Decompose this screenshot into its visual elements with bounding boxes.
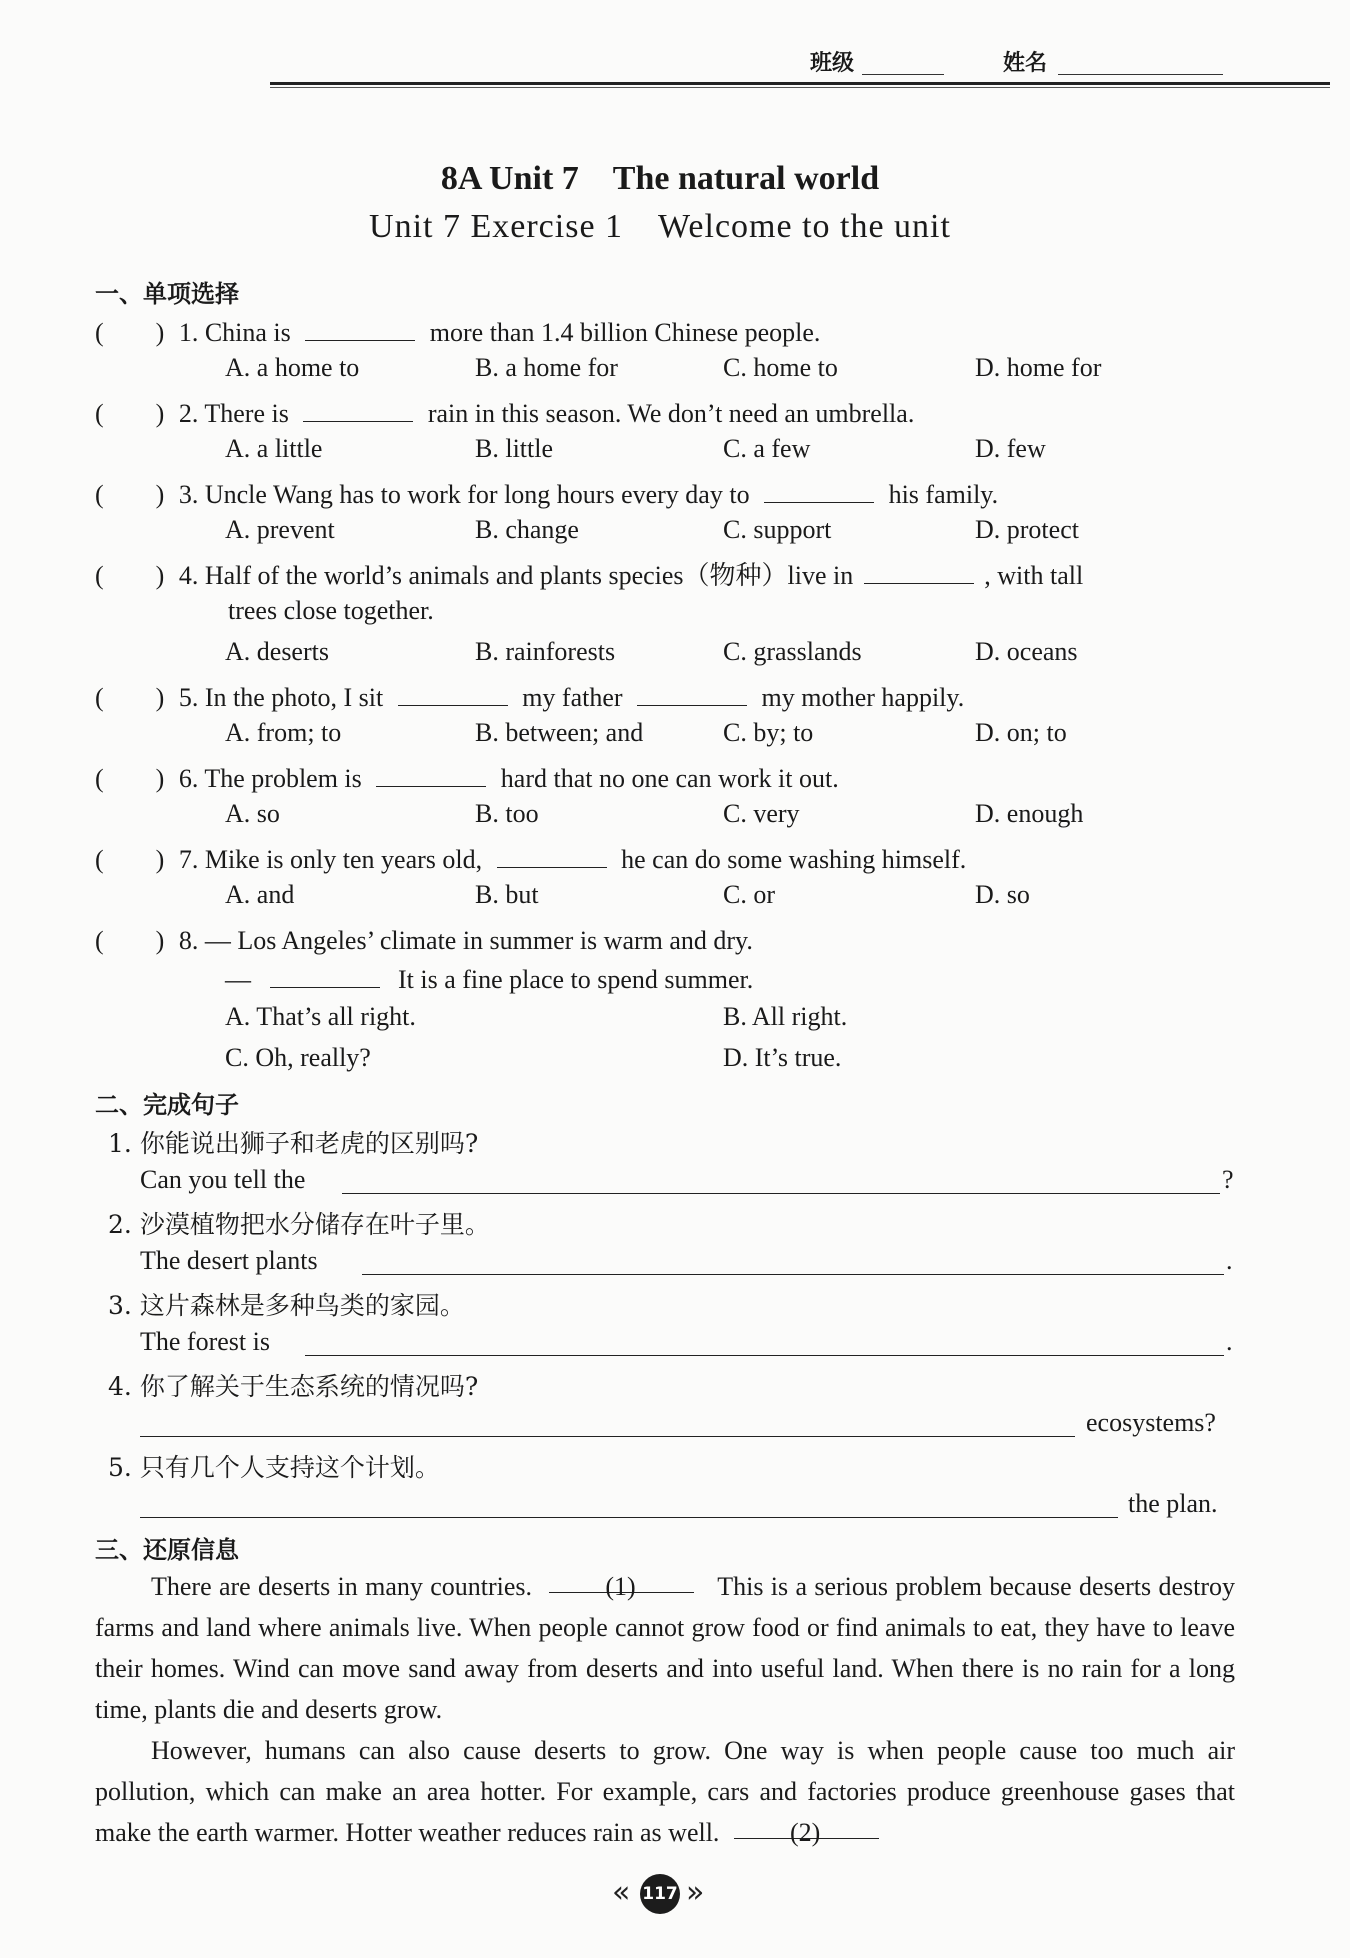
- sentence-2-chinese: 2. 沙漠植物把水分储存在叶子里。: [108, 1210, 490, 1239]
- q4-option-a[interactable]: A. deserts: [225, 637, 329, 666]
- info-blank-2[interactable]: (2): [734, 1812, 879, 1839]
- sentence-2-line[interactable]: [362, 1274, 1224, 1275]
- q3-option-b[interactable]: B. change: [475, 515, 579, 544]
- question-7: ( ) 7. Mike is only ten years old, he can do some washing himself.: [95, 839, 966, 876]
- sentence-3-start: The forest is: [140, 1327, 270, 1356]
- sentence-4-end: ecosystems?: [1086, 1408, 1216, 1437]
- fill-blank[interactable]: [764, 476, 874, 503]
- sentence-2-start: The desert plants: [140, 1246, 318, 1275]
- question-3: ( ) 3. Uncle Wang has to work for long hours every day to his family.: [95, 474, 998, 511]
- sentence-4-chinese: 4. 你了解关于生态系统的情况吗?: [108, 1372, 479, 1401]
- sentence-1-chinese: 1. 你能说出狮子和老虎的区别吗?: [108, 1129, 479, 1158]
- q8-option-d[interactable]: D. It’s true.: [723, 1043, 842, 1072]
- q4-continuation: trees close together.: [228, 596, 434, 625]
- sentence-5-chinese: 5. 只有几个人支持这个计划。: [108, 1453, 440, 1482]
- class-blank[interactable]: [862, 74, 944, 75]
- q7-option-c[interactable]: C. or: [723, 880, 775, 909]
- question-2: ( ) 2. There is rain in this season. We don’t need an umbrella.: [95, 393, 914, 430]
- sentence-5-line[interactable]: [140, 1517, 1118, 1518]
- answer-paren[interactable]: ( ): [95, 926, 165, 955]
- fill-blank[interactable]: [376, 760, 486, 787]
- fill-blank[interactable]: [270, 961, 380, 988]
- passage-paragraph-1: There are deserts in many countries. (1) This is a serious problem because deserts destroy farms and land where animals live. When people cannot grow food or find animals to eat, they have to leave their homes. Wind can move sand away from deserts and into useful land. When there is no rain for a long time, plants die and deserts grow.: [95, 1566, 1235, 1730]
- q5-option-c[interactable]: C. by; to: [723, 718, 814, 747]
- double-chevron-left-icon: «: [612, 1875, 631, 1910]
- answer-paren[interactable]: ( ): [95, 480, 165, 509]
- q5-option-a[interactable]: A. from; to: [225, 718, 342, 747]
- q2-option-c[interactable]: C. a few: [723, 434, 811, 463]
- page-number: 117: [640, 1874, 680, 1914]
- q3-option-c[interactable]: C. support: [723, 515, 832, 544]
- q1-option-b[interactable]: B. a home for: [475, 353, 618, 382]
- q3-option-a[interactable]: A. prevent: [225, 515, 335, 544]
- page-number-badge: [610, 1873, 710, 1915]
- question-1: ( ) 1. China is more than 1.4 billion Chinese people.: [95, 312, 820, 349]
- header-rule-thin: [270, 87, 1330, 88]
- section1-heading: 一、单项选择: [95, 280, 239, 308]
- passage-paragraph-2: However, humans can also cause deserts to grow. One way is when people cause too much air pollution, which can make an area hotter. For example, cars and factories produce greenhouse gases that make the earth warmer. Hotter weather reduces rain as well. (2): [95, 1736, 1235, 1847]
- q3-option-d[interactable]: D. protect: [975, 515, 1079, 544]
- sentence-3-line[interactable]: [305, 1355, 1224, 1356]
- answer-paren[interactable]: ( ): [95, 683, 165, 712]
- fill-blank[interactable]: [398, 679, 508, 706]
- answer-paren[interactable]: ( ): [95, 845, 165, 874]
- q6-option-b[interactable]: B. too: [475, 799, 539, 828]
- sentence-2-end: .: [1226, 1246, 1233, 1275]
- q7-option-a[interactable]: A. and: [225, 880, 295, 909]
- answer-paren[interactable]: ( ): [95, 561, 165, 590]
- question-5: ( ) 5. In the photo, I sit my father my mother happily.: [95, 677, 964, 714]
- section3-heading: 三、还原信息: [95, 1536, 239, 1564]
- q6-option-d[interactable]: D. enough: [975, 799, 1084, 828]
- page-title: 8A Unit 7 The natural world: [440, 160, 880, 197]
- answer-paren[interactable]: ( ): [95, 399, 165, 428]
- question-8: ( ) 8. — Los Angeles’ climate in summer is warm and dry.: [95, 926, 753, 955]
- class-label: 班级: [810, 51, 855, 76]
- header-rule: [270, 82, 1330, 85]
- answer-paren[interactable]: ( ): [95, 318, 165, 347]
- name-label: 姓名: [1003, 51, 1048, 76]
- fill-blank[interactable]: [864, 557, 974, 584]
- q5-option-d[interactable]: D. on; to: [975, 718, 1067, 747]
- q2-option-d[interactable]: D. few: [975, 434, 1046, 463]
- q4-option-b[interactable]: B. rainforests: [475, 637, 616, 666]
- q1-option-d[interactable]: D. home for: [975, 353, 1102, 382]
- q2-option-a[interactable]: A. a little: [225, 434, 323, 463]
- q8-option-a[interactable]: A. That’s all right.: [225, 1002, 416, 1031]
- q4-option-d[interactable]: D. oceans: [975, 637, 1078, 666]
- q8-response-line: — It is a fine place to spend summer.: [225, 961, 753, 995]
- q2-option-b[interactable]: B. little: [475, 434, 553, 463]
- q7-option-d[interactable]: D. so: [975, 880, 1030, 909]
- q1-option-c[interactable]: C. home to: [723, 353, 838, 382]
- section2-heading: 二、完成句子: [95, 1091, 239, 1119]
- double-chevron-right-icon: »: [686, 1875, 705, 1910]
- fill-blank[interactable]: [497, 841, 607, 868]
- sentence-1-start: Can you tell the: [140, 1165, 306, 1194]
- page-subtitle: Unit 7 Exercise 1 Welcome to the unit: [369, 208, 951, 245]
- sentence-3-end: .: [1226, 1327, 1233, 1356]
- sentence-5-end: the plan.: [1128, 1489, 1218, 1518]
- q8-option-b[interactable]: B. All right.: [723, 1002, 848, 1031]
- fill-blank[interactable]: [637, 679, 747, 706]
- q7-option-b[interactable]: B. but: [475, 880, 539, 909]
- sentence-1-line[interactable]: [342, 1193, 1220, 1194]
- q4-option-c[interactable]: C. grasslands: [723, 637, 862, 666]
- sentence-1-end: ?: [1222, 1165, 1234, 1194]
- sentence-3-chinese: 3. 这片森林是多种鸟类的家园。: [108, 1291, 465, 1320]
- fill-blank[interactable]: [303, 395, 413, 422]
- info-blank-1[interactable]: (1): [549, 1566, 694, 1593]
- q8-option-c[interactable]: C. Oh, really?: [225, 1043, 371, 1072]
- q5-option-b[interactable]: B. between; and: [475, 718, 644, 747]
- answer-paren[interactable]: ( ): [95, 764, 165, 793]
- q6-option-a[interactable]: A. so: [225, 799, 280, 828]
- q6-option-c[interactable]: C. very: [723, 799, 800, 828]
- sentence-4-line[interactable]: [140, 1436, 1075, 1437]
- fill-blank[interactable]: [305, 314, 415, 341]
- name-blank[interactable]: [1058, 74, 1223, 75]
- q1-option-a[interactable]: A. a home to: [225, 353, 360, 382]
- question-4: ( ) 4. Half of the world’s animals and plants species（物种）live in , with tall: [95, 555, 1083, 592]
- question-6: ( ) 6. The problem is hard that no one can work it out.: [95, 758, 839, 795]
